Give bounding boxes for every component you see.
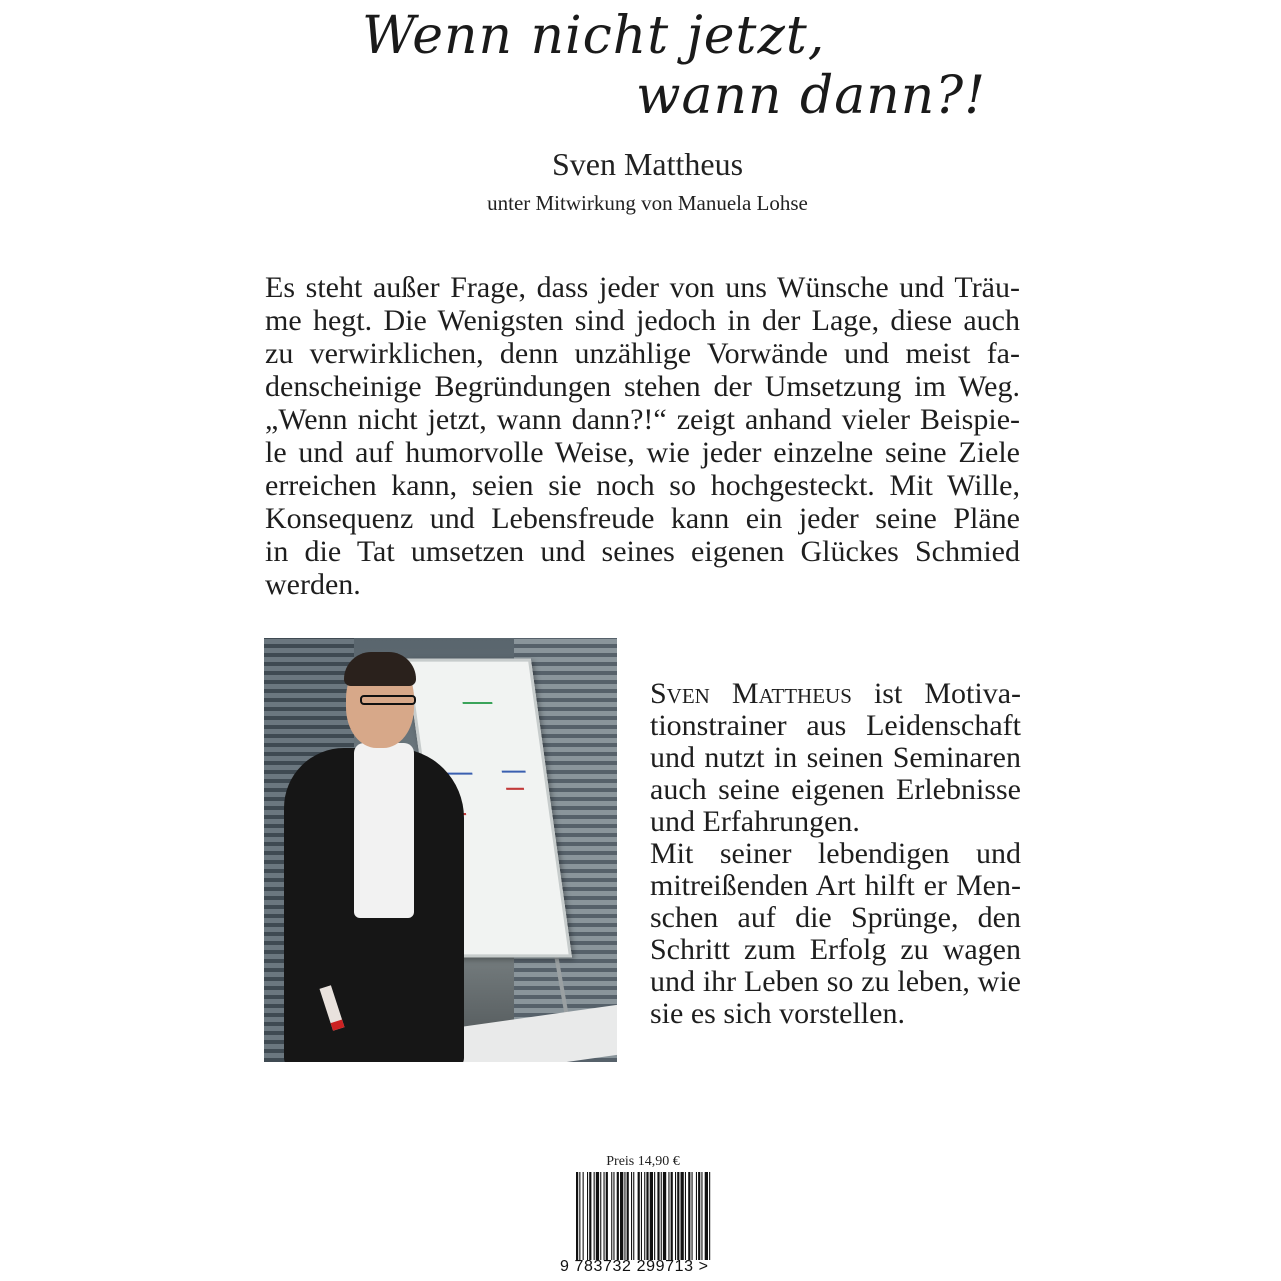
barcode-bar [675,1172,676,1260]
blurb-line: erreichen kann, seien sie noch so hochgesteckt. Mit Wille, [265,469,1020,502]
barcode-bar [600,1172,601,1260]
glasses-icon [360,695,416,705]
barcode-bar [627,1172,629,1260]
barcode-bar [681,1172,684,1260]
barcode-bar [638,1172,640,1260]
barcode-bar [617,1172,619,1260]
barcode-bar [576,1172,578,1260]
barcode-bar [587,1172,588,1260]
blurb-line: me hegt. Die Wenigsten sind jedoch in der Lage, diese auch [265,304,1020,337]
price-label: Preis 14,90 € [606,1154,680,1169]
bio-line: und ihr Leben so zu leben, wie [650,965,1021,998]
barcode-bar [604,1172,605,1260]
bio-line: Mit seiner lebendigen und [650,837,1021,870]
barcode-bar [650,1172,653,1260]
blurb-line: Konsequenz und Lebensfreude kann ein jeder seine Pläne [265,502,1020,535]
bio-line: tionstrainer aus Leidenschaft [650,709,1021,742]
bio-line: mitreißenden Art hilft er Men- [650,869,1021,902]
blurb-line: in die Tat umsetzen und seines eigenen Glückes Schmied [265,535,1020,568]
blurb-line: denscheinige Begründungen stehen der Umsetzung im Weg. [265,370,1020,403]
author-name: Sven Mattheus [551,146,744,182]
barcode-bar [633,1172,634,1260]
barcode-bar [620,1172,623,1260]
barcode-bar [594,1172,595,1260]
barcode-bar [644,1172,645,1260]
barcode-bar [579,1172,580,1260]
barcode-bar [685,1172,686,1260]
bio-line: und Erfahrungen. [650,805,860,838]
barcode-bar [661,1172,662,1260]
barcode [574,1172,714,1260]
blurb-line: werden. [265,568,361,601]
barcode-bar [677,1172,679,1260]
barcode-bar [696,1172,697,1260]
book-title-line-2: wann dann?! [636,66,987,126]
barcode-bar [698,1172,700,1260]
bio-text: ist Motiva- [873,677,1021,710]
barcode-bar [705,1172,708,1260]
bio-line: sie es sich vorstellen. [650,997,905,1030]
barcode-bar [671,1172,673,1260]
barcode-bar [596,1172,599,1260]
barcode-bar [589,1172,591,1260]
chart-scribble [463,702,493,704]
barcode-bar [692,1172,693,1260]
bio-line: und nutzt in seinen Seminaren [650,741,1021,774]
blurb-line: „Wenn nicht jetzt, wann dann?!“ zeigt anhand vieler Beispie- [265,403,1020,436]
bio-line: Schritt zum Erfolg zu wagen [650,933,1021,966]
blurb-line: le und auf humorvolle Weise, wie jeder einzelne seine Ziele [265,436,1020,469]
person-shirt [354,743,414,918]
barcode-bar [663,1172,666,1260]
barcode-bar [646,1172,648,1260]
author-photo [264,638,617,1062]
barcode-bar [668,1172,669,1260]
bio-line [650,678,1021,712]
barcode-bar [624,1172,625,1260]
chart-scribble [506,788,524,790]
barcode-bar [606,1172,608,1260]
chart-scribble [502,771,526,773]
barcode-bar [583,1172,584,1260]
person-hair [344,652,416,686]
contributor-credit: unter Mitwirkung von Manuela Lohse [487,191,808,215]
book-title-line-1: Wenn nicht jetzt, [362,6,826,66]
isbn-number: 9 783732 299713 > [560,1258,709,1275]
barcode-bar [701,1172,702,1260]
barcode-bar [631,1172,632,1260]
barcode-bar [688,1172,690,1260]
blurb-line: Es steht außer Frage, dass jeder von uns Wünsche und Träu- [265,271,1020,304]
bio-line: schen auf die Sprünge, den [650,901,1021,934]
barcode-bar [709,1172,710,1260]
blurb-line: zu verwirklichen, denn unzählige Vorwände und meist fa- [265,337,1020,370]
barcode-bar [613,1172,614,1260]
barcode-bar [657,1172,659,1260]
bio-author-name: Sven Mattheus [650,677,852,710]
bio-line: auch seine eigenen Erlebnisse [650,773,1021,806]
barcode-bar [641,1172,642,1260]
barcode-bar [654,1172,655,1260]
barcode-bar [611,1172,612,1260]
